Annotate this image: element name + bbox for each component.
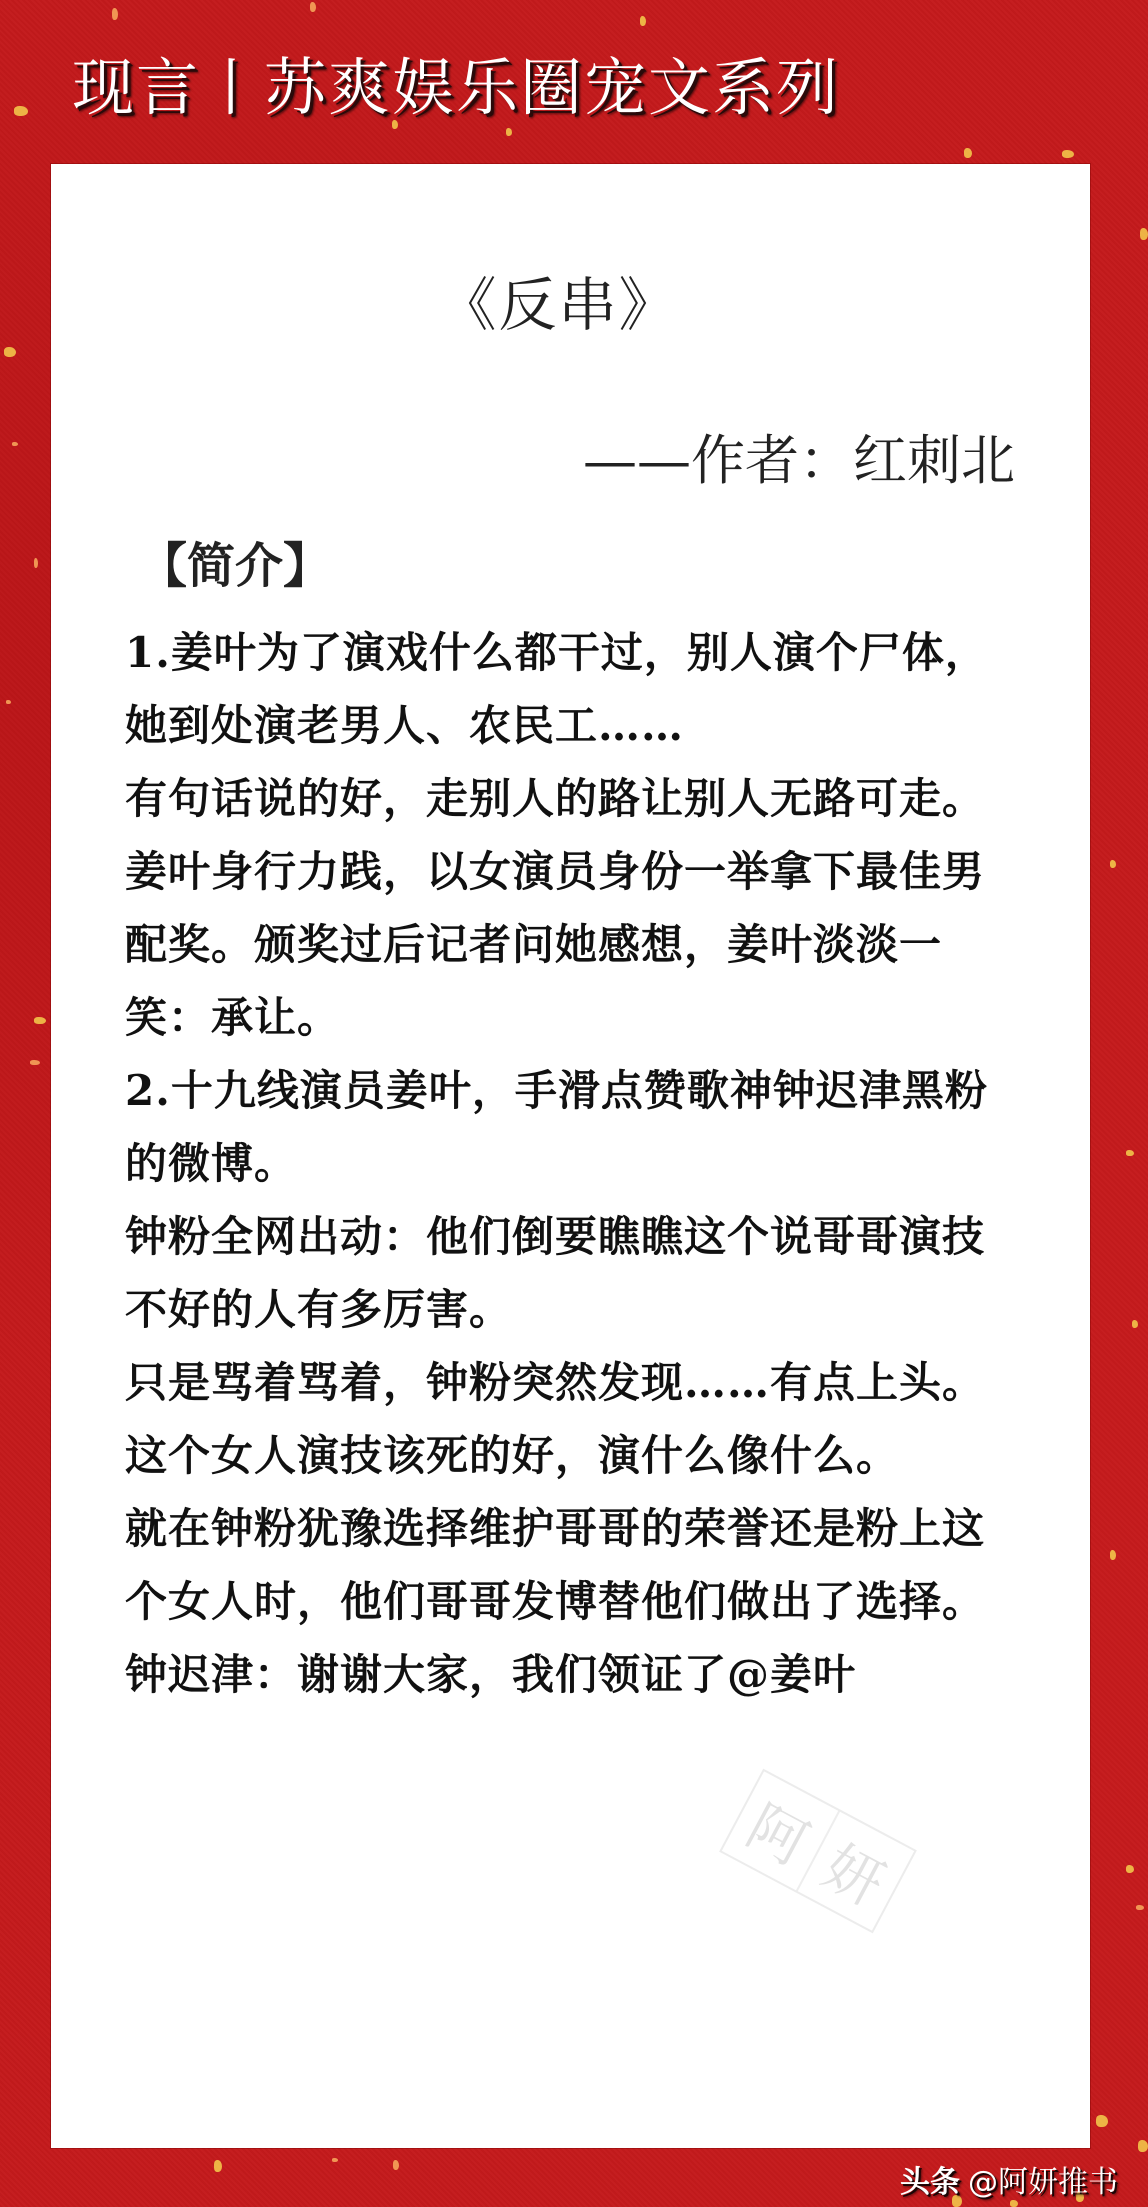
intro-heading: 【简介】 — [139, 538, 332, 594]
book-title — [51, 271, 1090, 339]
intro-paragraph: 有句话说的好，走别人的路让别人无路可走。姜叶身行力践，以女演员身份一举拿下最佳男配奖。颁奖过后记者问她感想，姜叶淡淡一笑：承让。 — [125, 774, 986, 1042]
intro-paragraph: 就在钟粉犹豫选择维护哥哥的荣誉还是粉上这个女人时，他们哥哥发博替他们做出了选择。 — [125, 1504, 986, 1626]
intro-paragraph: 只是骂着骂着，钟粉突然发现……有点上头。 — [125, 1358, 986, 1407]
watermark-char: 妍 — [796, 1811, 914, 1931]
account-handle[interactable]: @阿妍推书 — [968, 2165, 1118, 2200]
intro-paragraph: 这个女人演技该死的好，演什么像什么。 — [125, 1431, 900, 1480]
intro-paragraph: 2.十九线演员姜叶，手滑点赞歌神钟迟津黑粉的微博。 — [125, 1066, 988, 1188]
platform-name: 头条 — [900, 2165, 960, 2200]
intro-paragraph: 1.姜叶为了演戏什么都干过，别人演个尸体，她到处演老男人、农民工…… — [125, 628, 988, 750]
footer-credit — [900, 2157, 1118, 2201]
intro-body — [125, 616, 1025, 1711]
watermark-stamp-icon — [719, 1769, 917, 1934]
intro-paragraph: 钟粉全网出动：他们倒要瞧瞧这个说哥哥演技不好的人有多厉害。 — [125, 1212, 986, 1334]
intro-paragraph: 钟迟津：谢谢大家，我们领证了@姜叶 — [125, 1650, 857, 1699]
series-title: 现言丨苏爽娱乐圈宠文系列 — [72, 51, 841, 124]
book-title-text: 《反串》 — [438, 271, 679, 339]
watermark-char: 阿 — [736, 1791, 820, 1879]
author-line: ——作者：红刺北 — [583, 429, 1015, 492]
content-panel — [51, 164, 1090, 2148]
